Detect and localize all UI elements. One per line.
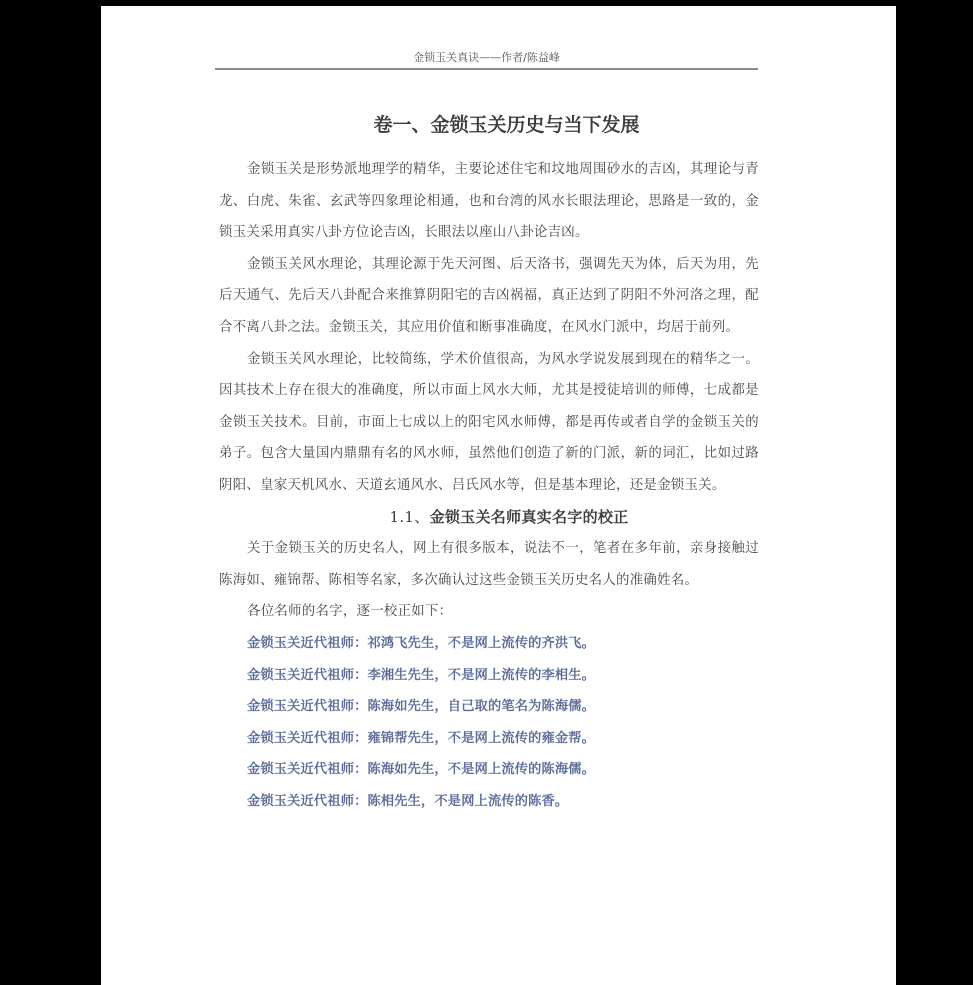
paragraph: 各位名师的名字，逐一校正如下： [247, 604, 453, 620]
section-number: 1.1、 [389, 507, 430, 526]
running-header: 金锁玉关真诀——作者/陈益峰 [413, 51, 560, 64]
paragraph: 关于金锁玉关的历史名人，网上有很多版本，说法不一，笔者在多年前，亲身接触过陈海如、雍锦帮、陈相等名家，多次确认过这些金锁玉关历史名人的准确姓名。 [219, 541, 759, 588]
correction-item: 金锁玉关近代祖师：陈海如先生，不是网上流传的陈海儒。 [247, 762, 596, 778]
correction-item: 金锁玉关近代祖师：陈相先生，不是网上流传的陈香。 [247, 793, 569, 809]
paragraph: 金锁玉关是形势派地理学的精华，主要论述住宅和坟地周围砂水的吉凶，其理论与青龙、白虎、朱雀、玄武等四象理论相通，也和台湾的风水长眼法理论，思路是一致的，金锁玉关采用真实八卦方位论吉凶，长眼法以座山八卦论吉凶。 [219, 162, 759, 241]
correction-item: 金锁玉关近代祖师：祁鸿飞先生，不是网上流传的齐洪飞。 [247, 635, 596, 651]
paragraph: 金锁玉关风水理论，其理论源于先天河图、后天洛书，强调先天为体，后天为用，先后天通气、先后天八卦配合来推算阴阳宅的吉凶祸福，真正达到了阴阳不外河洛之理，配合不离八卦之法。金锁玉关，其应用价值和断事准确度，在风水门派中，均居于前列。 [219, 256, 759, 335]
document-body [219, 154, 759, 817]
section-title: 金锁玉关名师真实名字的校正 [429, 507, 629, 526]
corrections-list [219, 628, 759, 818]
header-rule [215, 68, 758, 70]
document-page [101, 6, 896, 985]
correction-item: 金锁玉关近代祖师：陈海如先生，自己取的笔名为陈海儒。 [247, 699, 596, 715]
paragraph: 金锁玉关风水理论，比较简练，学术价值很高，为风水学说发展到现在的精华之一。因其技术上存在很大的准确度，所以市面上风水大师，尤其是授徒培训的师傅，七成都是金锁玉关技术。目前，市面上七成以上的阳宅风水师傅，都是再传或者自学的金锁玉关的弟子。包含大量国内鼎鼎有名的风水师，虽然他们创造了新的门派，新的词汇，比如过路阴阳、皇家天机风水、天道玄通风水、吕氏风水等，但是基本理论，还是金锁玉关。 [219, 351, 759, 493]
correction-item: 金锁玉关近代祖师：李湘生先生，不是网上流传的李相生。 [247, 667, 596, 683]
section-heading [219, 502, 759, 534]
correction-item: 金锁玉关近代祖师：雍锦帮先生，不是网上流传的雍金帮。 [247, 730, 596, 746]
page-title: 卷一、金锁玉关历史与当下发展 [373, 114, 640, 136]
